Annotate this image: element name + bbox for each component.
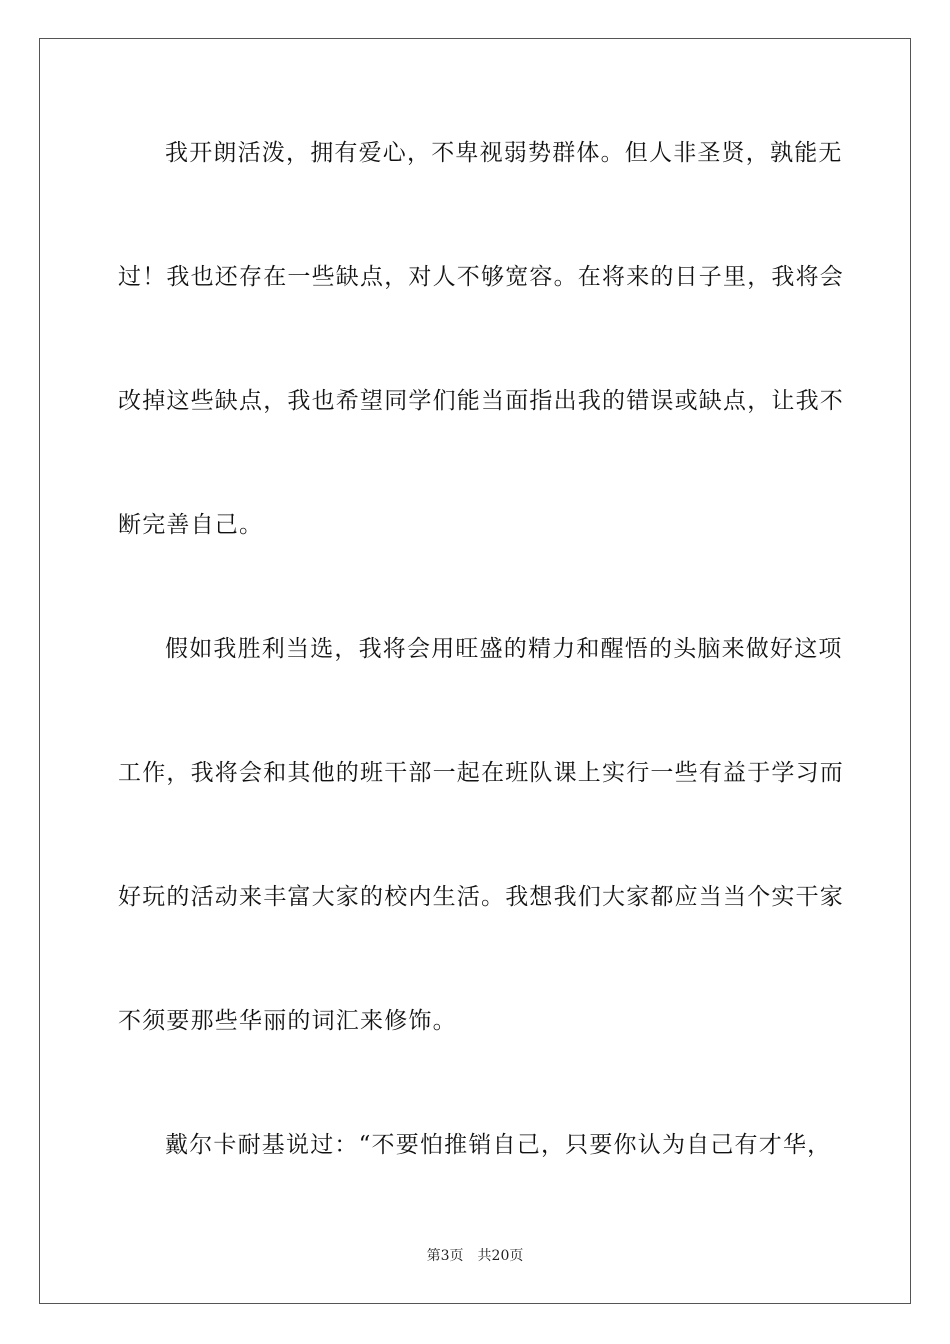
paragraph-2-line-3: 好玩的活动来丰富大家的校内生活。我想我们大家都应当当个实干家	[118, 884, 844, 910]
paragraph-2-line-4: 不须要那些华丽的词汇来修饰。	[118, 1008, 457, 1034]
page-frame	[39, 38, 911, 1304]
paragraph-1-line-3: 改掉这些缺点，我也希望同学们能当面指出我的错误或缺点，让我不	[118, 388, 844, 414]
paragraph-1-line-4: 断完善自己。	[118, 512, 264, 538]
paragraph-1-line-2: 过！我也还存在一些缺点，对人不够宽容。在将来的日子里，我将会	[118, 264, 844, 290]
page-number: 第3页	[426, 1248, 464, 1264]
paragraph-1-line-1: 我开朗活泼，拥有爱心，不卑视弱势群体。但人非圣贤，孰能无	[165, 140, 843, 166]
page-footer	[0, 1246, 950, 1266]
page-total: 共20页	[477, 1248, 524, 1264]
paragraph-3-line-1: 戴尔卡耐基说过：“不要怕推销自己，只要你认为自己有才华，	[165, 1132, 832, 1158]
paragraph-2-line-1: 假如我胜利当选，我将会用旺盛的精力和醒悟的头脑来做好这项	[165, 636, 843, 662]
paragraph-2-line-2: 工作，我将会和其他的班干部一起在班队课上实行一些有益于学习而	[118, 760, 844, 786]
